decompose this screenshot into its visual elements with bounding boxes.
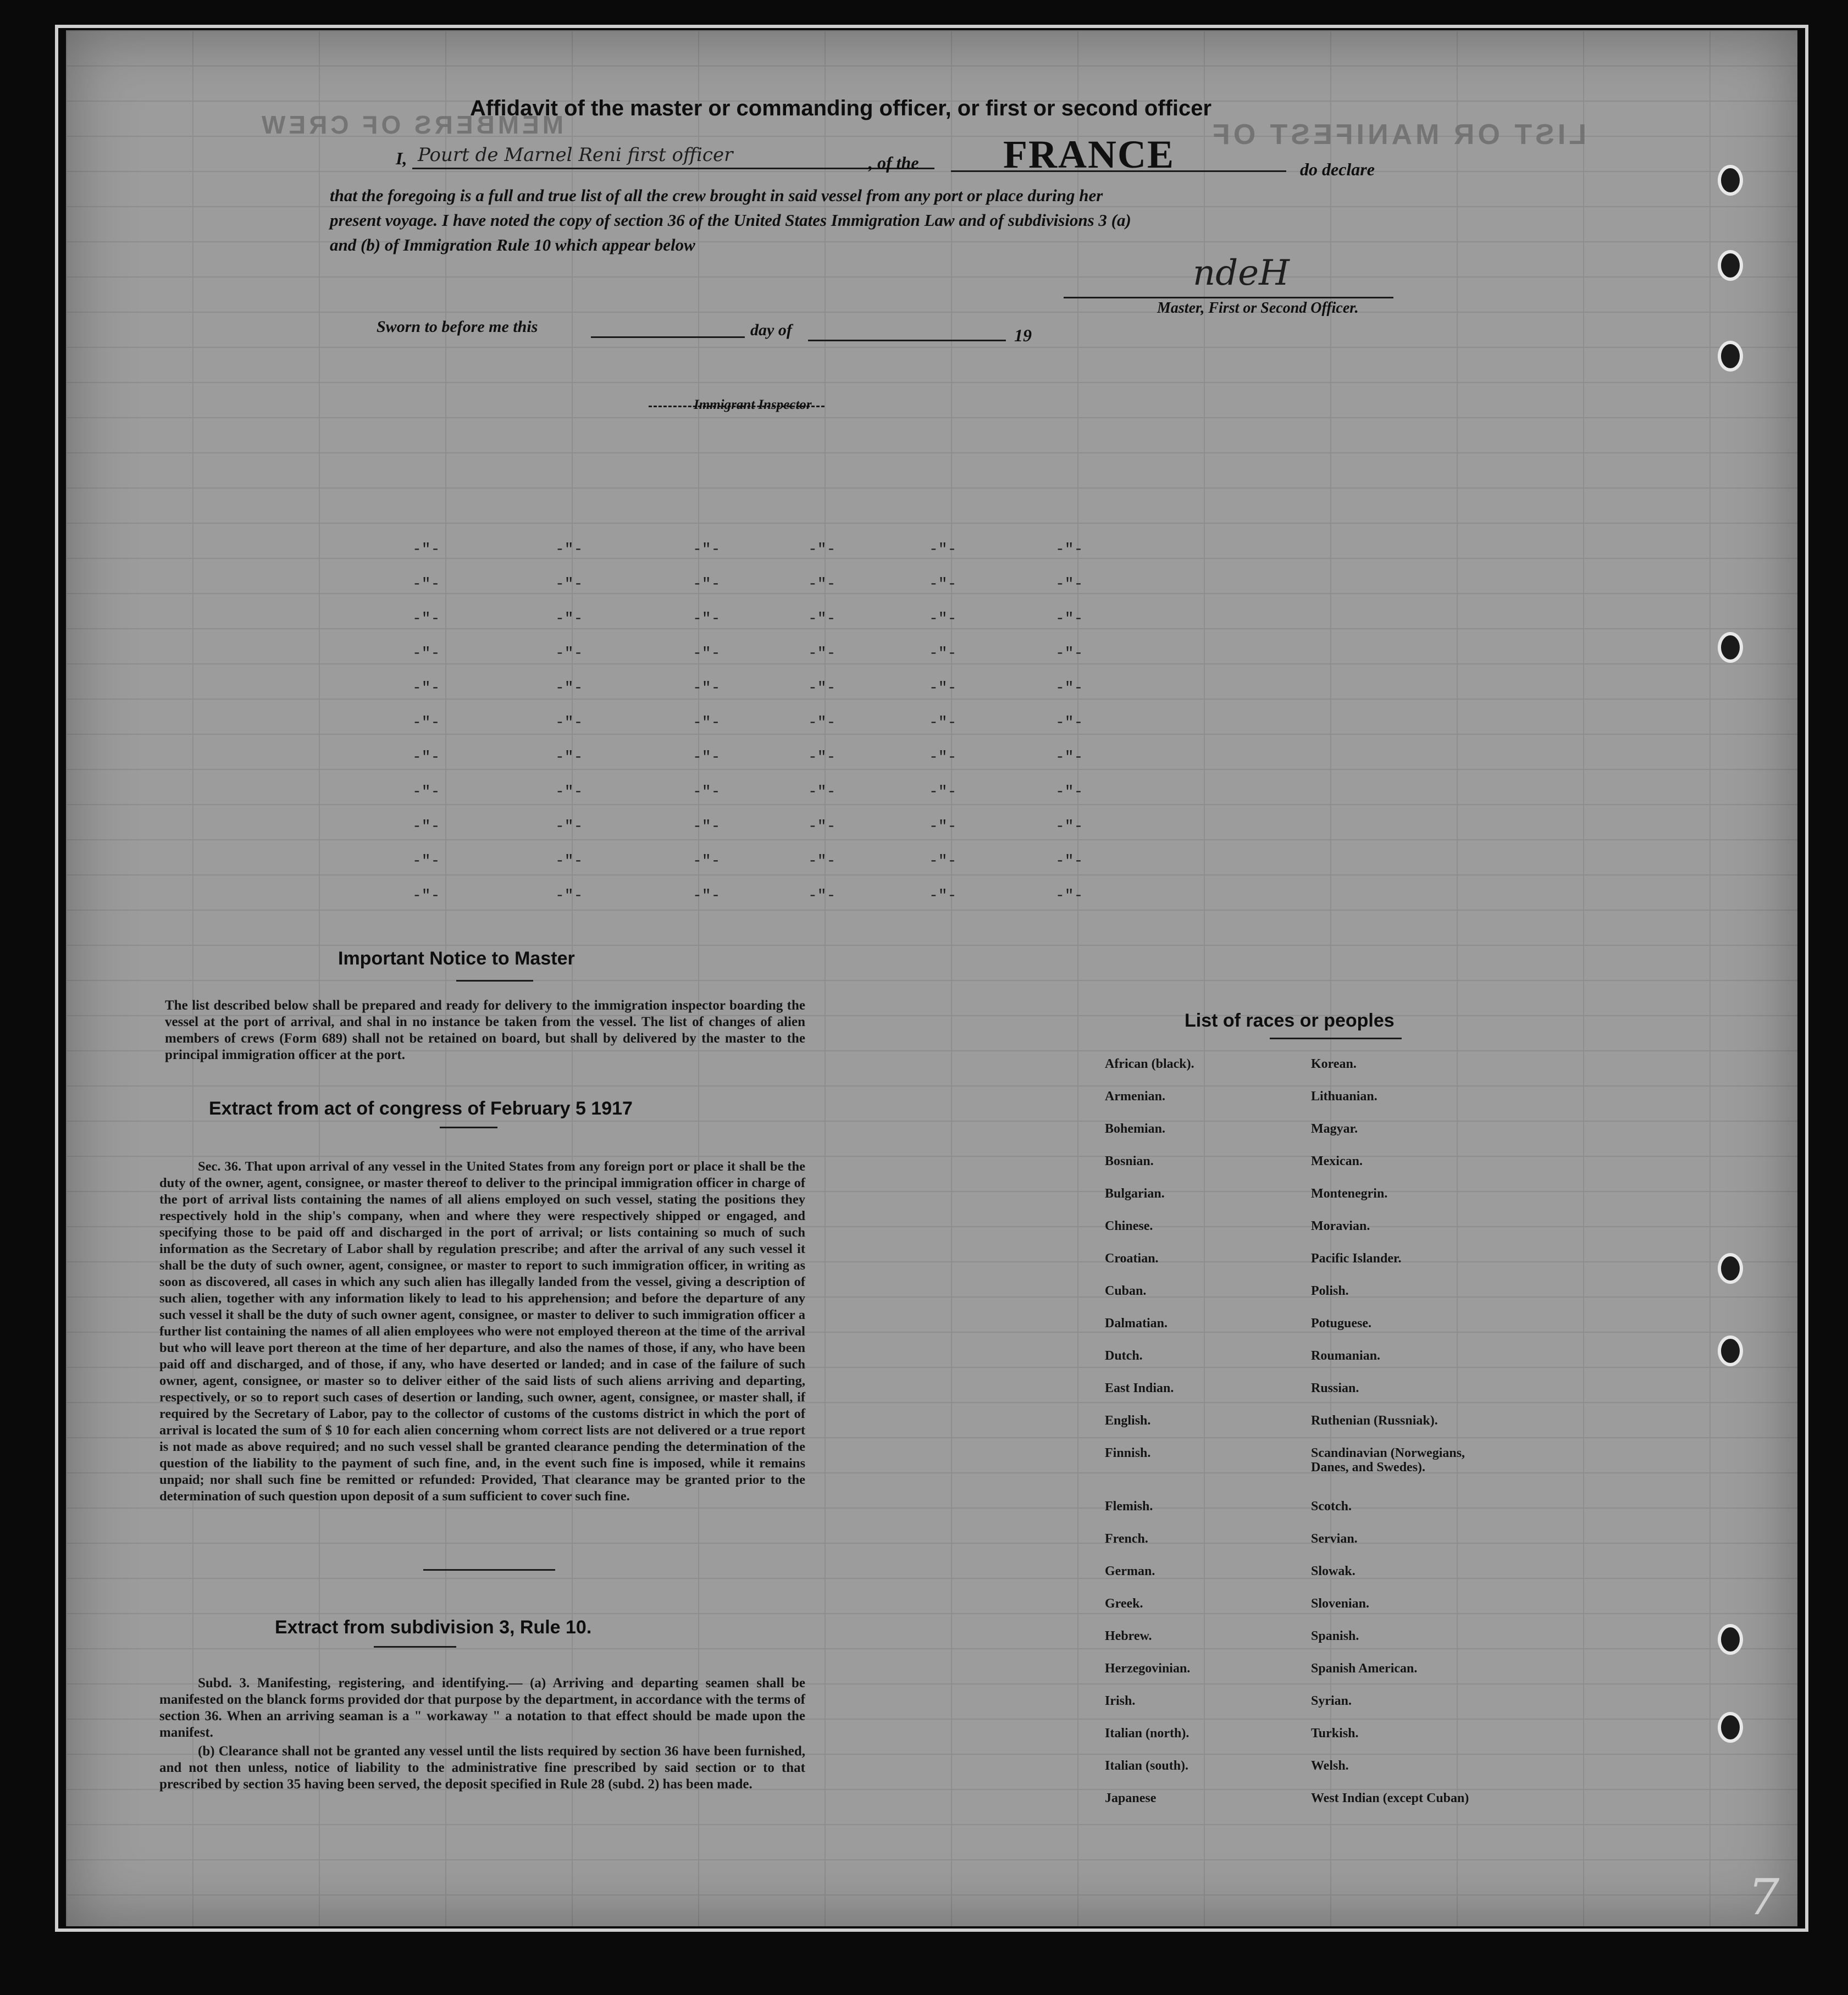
ditto-mark: -"- [412,645,440,662]
ditto-mark: -"- [808,853,836,870]
officer-name-handwritten: Pourt de Marnel Reni first officer [418,144,733,166]
year-prefix: 19 [1014,325,1032,345]
inspector-caption: Immigrant Inspector [694,397,812,412]
sworn-day-line [591,336,745,338]
extract-act-heading: Extract from act of congress of February 5 1917 [209,1098,633,1119]
ditto-mark: -"- [808,541,836,558]
ditto-mark: -"- [1055,853,1083,870]
ditto-mark: -"- [808,576,836,593]
ditto-mark: -"- [929,818,957,835]
ditto-mark: -"- [929,611,957,628]
ditto-mark: -"- [1055,611,1083,628]
ditto-mark: -"- [929,680,957,697]
ditto-mark: -"- [808,749,836,766]
corner-handwritten-mark: 7 [1748,1869,1780,1926]
race-item: Italian (south). [1105,1759,1189,1773]
binder-hole [1718,1712,1743,1743]
race-item: Hebrew. [1105,1629,1152,1643]
race-item: Montenegrin. [1311,1187,1388,1201]
race-item: Bosnian. [1105,1154,1154,1168]
ghost-header-left: LIST OR MANIFEST OF [1209,119,1586,151]
ditto-mark: -"- [1055,888,1083,905]
ditto-mark: -"- [412,818,440,835]
race-item: Irish. [1105,1694,1136,1708]
ditto-mark: -"- [929,784,957,801]
affidavit-body-line-3: and (b) of Immigration Rule 10 which appear below [330,235,695,254]
extract-rule-text-b: (b) Clearance shall not be granted any vessel until the lists required by section 36 have been furnished, and not then unless, notice of liability to the administrative fine prescribed by said section or to that prescribed by section 35 having been served, the deposit specified in Rule 28 (subd. 2) has been made. [159,1744,805,1792]
extract-act-separator [423,1569,555,1571]
binder-hole [1718,250,1743,281]
race-item: Finnish. [1105,1446,1151,1460]
signature-line [1064,297,1393,298]
races-heading: List of races or peoples [1185,1010,1395,1031]
day-of-label: day of [750,321,792,339]
ditto-mark: -"- [555,714,583,731]
race-item: Welsh. [1311,1759,1349,1773]
race-item: Greek. [1105,1597,1143,1611]
ditto-mark: -"- [1055,680,1083,697]
manifest-sheet [66,30,1797,1926]
ditto-mark: -"- [929,888,957,905]
race-item: Spanish American. [1311,1661,1418,1676]
race-item: Scandinavian (Norwegians, Danes, and Swedes). [1311,1446,1465,1475]
affidavit-i-label: I, [396,148,407,168]
binder-hole [1718,632,1743,663]
race-item: Lithuanian. [1311,1089,1377,1104]
signature-handwritten: ndeH [1193,253,1290,293]
affidavit-title: Affidavit of the master or commanding officer, or first or second officer [470,96,1212,120]
ditto-mark: -"- [693,749,721,766]
ditto-mark: -"- [929,541,957,558]
ditto-mark: -"- [412,541,440,558]
race-item: Polish. [1311,1284,1349,1298]
signature-caption: Master, First or Second Officer. [1157,300,1359,317]
extract-rule-text-a: Subd. 3. Manifesting, registering, and identifying.— (a) Arriving and departing seamen shall be manifested on the blanck forms provided dor that purpose by the department, in accordance with the terms of section 36. When an arriving seaman is a " workaway " a notation to that effect should be made upon the manifest. [159,1676,805,1740]
extract-rule-heading: Extract from subdivision 3, Rule 10. [275,1617,592,1638]
ditto-mark: -"- [1055,645,1083,662]
ditto-mark: -"- [693,576,721,593]
ditto-mark: -"- [808,645,836,662]
race-item: Russian. [1311,1381,1359,1395]
race-item: Mexican. [1311,1154,1363,1168]
race-item: French. [1105,1532,1148,1546]
race-item: Servian. [1311,1532,1358,1546]
ditto-mark: -"- [555,541,583,558]
officer-name-line [412,168,934,169]
do-declare-label: do declare [1300,159,1375,179]
ditto-mark: -"- [929,714,957,731]
ditto-mark: -"- [1055,541,1083,558]
race-item: African (black). [1105,1057,1194,1071]
race-item: Chinese. [1105,1219,1153,1233]
race-item: Syrian. [1311,1694,1352,1708]
ditto-mark: -"- [412,784,440,801]
binder-hole [1718,1335,1743,1366]
binder-hole [1718,341,1743,372]
ditto-mark: -"- [929,853,957,870]
ditto-mark: -"- [555,611,583,628]
ditto-mark: -"- [693,853,721,870]
race-item: West Indian (except Cuban) [1311,1791,1469,1805]
race-item: Slovenian. [1311,1597,1370,1611]
race-item: Armenian. [1105,1089,1165,1104]
ditto-mark: -"- [555,680,583,697]
ditto-mark: -"- [412,680,440,697]
vessel-name: FRANCE [1003,132,1175,176]
ditto-mark: -"- [808,888,836,905]
race-item: Bohemian. [1105,1122,1166,1136]
race-item: Herzegovinian. [1105,1661,1191,1676]
sworn-month-line [808,340,1006,341]
affidavit-body-line-2: present voyage. I have noted the copy of section 36 of the United States Immigration Law and of subdivisions 3 (a) [330,210,1131,230]
race-item: Scotch. [1311,1499,1352,1514]
race-item: Magyar. [1311,1122,1358,1136]
ditto-mark: -"- [693,818,721,835]
ditto-mark: -"- [555,645,583,662]
ditto-mark: -"- [1055,714,1083,731]
race-item: Ruthenian (Russniak). [1311,1414,1438,1428]
race-item: Dalmatian. [1105,1316,1168,1331]
ditto-mark: -"- [555,888,583,905]
race-item: German. [1105,1564,1155,1578]
ditto-mark: -"- [1055,749,1083,766]
ditto-mark: -"- [693,611,721,628]
ditto-mark: -"- [555,576,583,593]
ditto-mark: -"- [555,853,583,870]
race-item: Potuguese. [1311,1316,1371,1331]
ditto-mark: -"- [929,645,957,662]
binder-hole [1718,1253,1743,1284]
race-item: English. [1105,1414,1151,1428]
ditto-mark: -"- [412,576,440,593]
race-item: Croatian. [1105,1251,1159,1266]
ditto-mark: -"- [808,680,836,697]
ditto-mark: -"- [1055,576,1083,593]
sworn-label: Sworn to before me this [377,318,538,336]
race-item: Japanese [1105,1791,1157,1805]
ditto-mark: -"- [693,714,721,731]
race-item: East Indian. [1105,1381,1174,1395]
extract-rule-underline [374,1646,456,1648]
race-item: Slowak. [1311,1564,1355,1578]
extract-act-underline [440,1127,497,1128]
races-heading-underline [1270,1038,1402,1039]
ghost-header-right: MEMBERS OF CREW [258,110,564,139]
race-item: Pacific Islander. [1311,1251,1402,1266]
notice-text: The list described below shall be prepared and ready for delivery to the immigration inspector boarding the vessel at the port of arrival, and shal in no instance be taken from the vessel. The list of changes of alien members of crews (Form 689) shall not be retained on board, but shall by delivered by the master to the principal immigration officer at the port. [165,998,805,1062]
ditto-mark: -"- [555,818,583,835]
ditto-mark: -"- [1055,818,1083,835]
ditto-mark: -"- [929,749,957,766]
ditto-mark: -"- [929,576,957,593]
notice-heading-underline [456,980,533,982]
affidavit-body-line-1: that the foregoing is a full and true list of all the crew brought in said vessel from any port or place during her [330,186,1103,205]
ditto-mark: -"- [412,749,440,766]
ditto-mark: -"- [808,714,836,731]
ditto-mark: -"- [693,784,721,801]
binder-hole [1718,1624,1743,1655]
ditto-mark: -"- [693,541,721,558]
ditto-mark: -"- [412,611,440,628]
race-item: Turkish. [1311,1726,1359,1741]
ditto-mark: -"- [693,888,721,905]
race-item: Italian (north). [1105,1726,1189,1741]
ditto-mark: -"- [808,611,836,628]
race-item: Roumanian. [1311,1349,1381,1363]
ditto-mark: -"- [808,818,836,835]
ditto-mark: -"- [412,853,440,870]
race-item: Flemish. [1105,1499,1153,1514]
extract-act-text: Sec. 36. That upon arrival of any vessel in the United States from any foreign port or place it shall be the duty of the owner, agent, consignee, or master thereof to deliver to the principal immigration officer in charge of the port of arrival lists containing the names of all aliens employed on such vessel, stating the positions they respectively hold in the ship's company, when and where they were respectively shipped or engaged, and specifying those to be paid off and discharged in the port of arrival; or lists containing so much of such information as the Secretary of Labor shall by regulation prescribe; and after the arrival of any such vessel it shall be the duty of such owner, agent, consignee, or master to report to such immigration officer, in writing as soon as discovered, all cases in which any such alien has illegally landed from the vessel, giving a description of such alien, together with any information likely to lead to his apprehension; and before the departure of any such vessel it shall be the duty of such owner agent, consignee, or master to deliver to such immigration officer a further list containing the names of all alien employees who were not employed thereon at the time of the arrival but who will leave port thereon at the time of her departure, and also the names of those, if any, who have been paid off and discharged, and of those, if any, who have deserted or landed; and in case of the failure of such owner, agent, consignee, or master so to deliver either of the said lists of such aliens arriving and departing, respectively, or so to report such cases of desertion or landing, such owner, agent, consignee, or master shall, if required by the Secretary of Labor, pay to the collector of customs of the customs district in which the port of arrival is located the sum of $ 10 for each alien concerning whom correct lists are not delivered or a true report is not made as above required; and no such vessel shall be granted clearance pending the determination of the question of the liability to the payment of such fine, and, in the event such fine is imposed, while it remains unpaid; nor shall such fine be remitted or refunded: Provided, That clearance may be granted prior to the determination of such question upon deposit of a sum sufficient to cover such fine. [159,1159,805,1504]
ditto-mark: -"- [1055,784,1083,801]
race-item: Spanish. [1311,1629,1359,1643]
ditto-mark: -"- [555,784,583,801]
ditto-mark: -"- [693,680,721,697]
ditto-mark: -"- [808,784,836,801]
race-item: Dutch. [1105,1349,1143,1363]
notice-heading: Important Notice to Master [338,948,575,969]
race-item: Moravian. [1311,1219,1370,1233]
race-item: Korean. [1311,1057,1357,1071]
race-item: Bulgarian. [1105,1187,1165,1201]
race-item: Cuban. [1105,1284,1147,1298]
ditto-mark: -"- [412,714,440,731]
ditto-mark: -"- [555,749,583,766]
of-the-label: , of the [868,153,919,173]
binder-hole [1718,165,1743,196]
ditto-mark: -"- [412,888,440,905]
ditto-mark: -"- [693,645,721,662]
